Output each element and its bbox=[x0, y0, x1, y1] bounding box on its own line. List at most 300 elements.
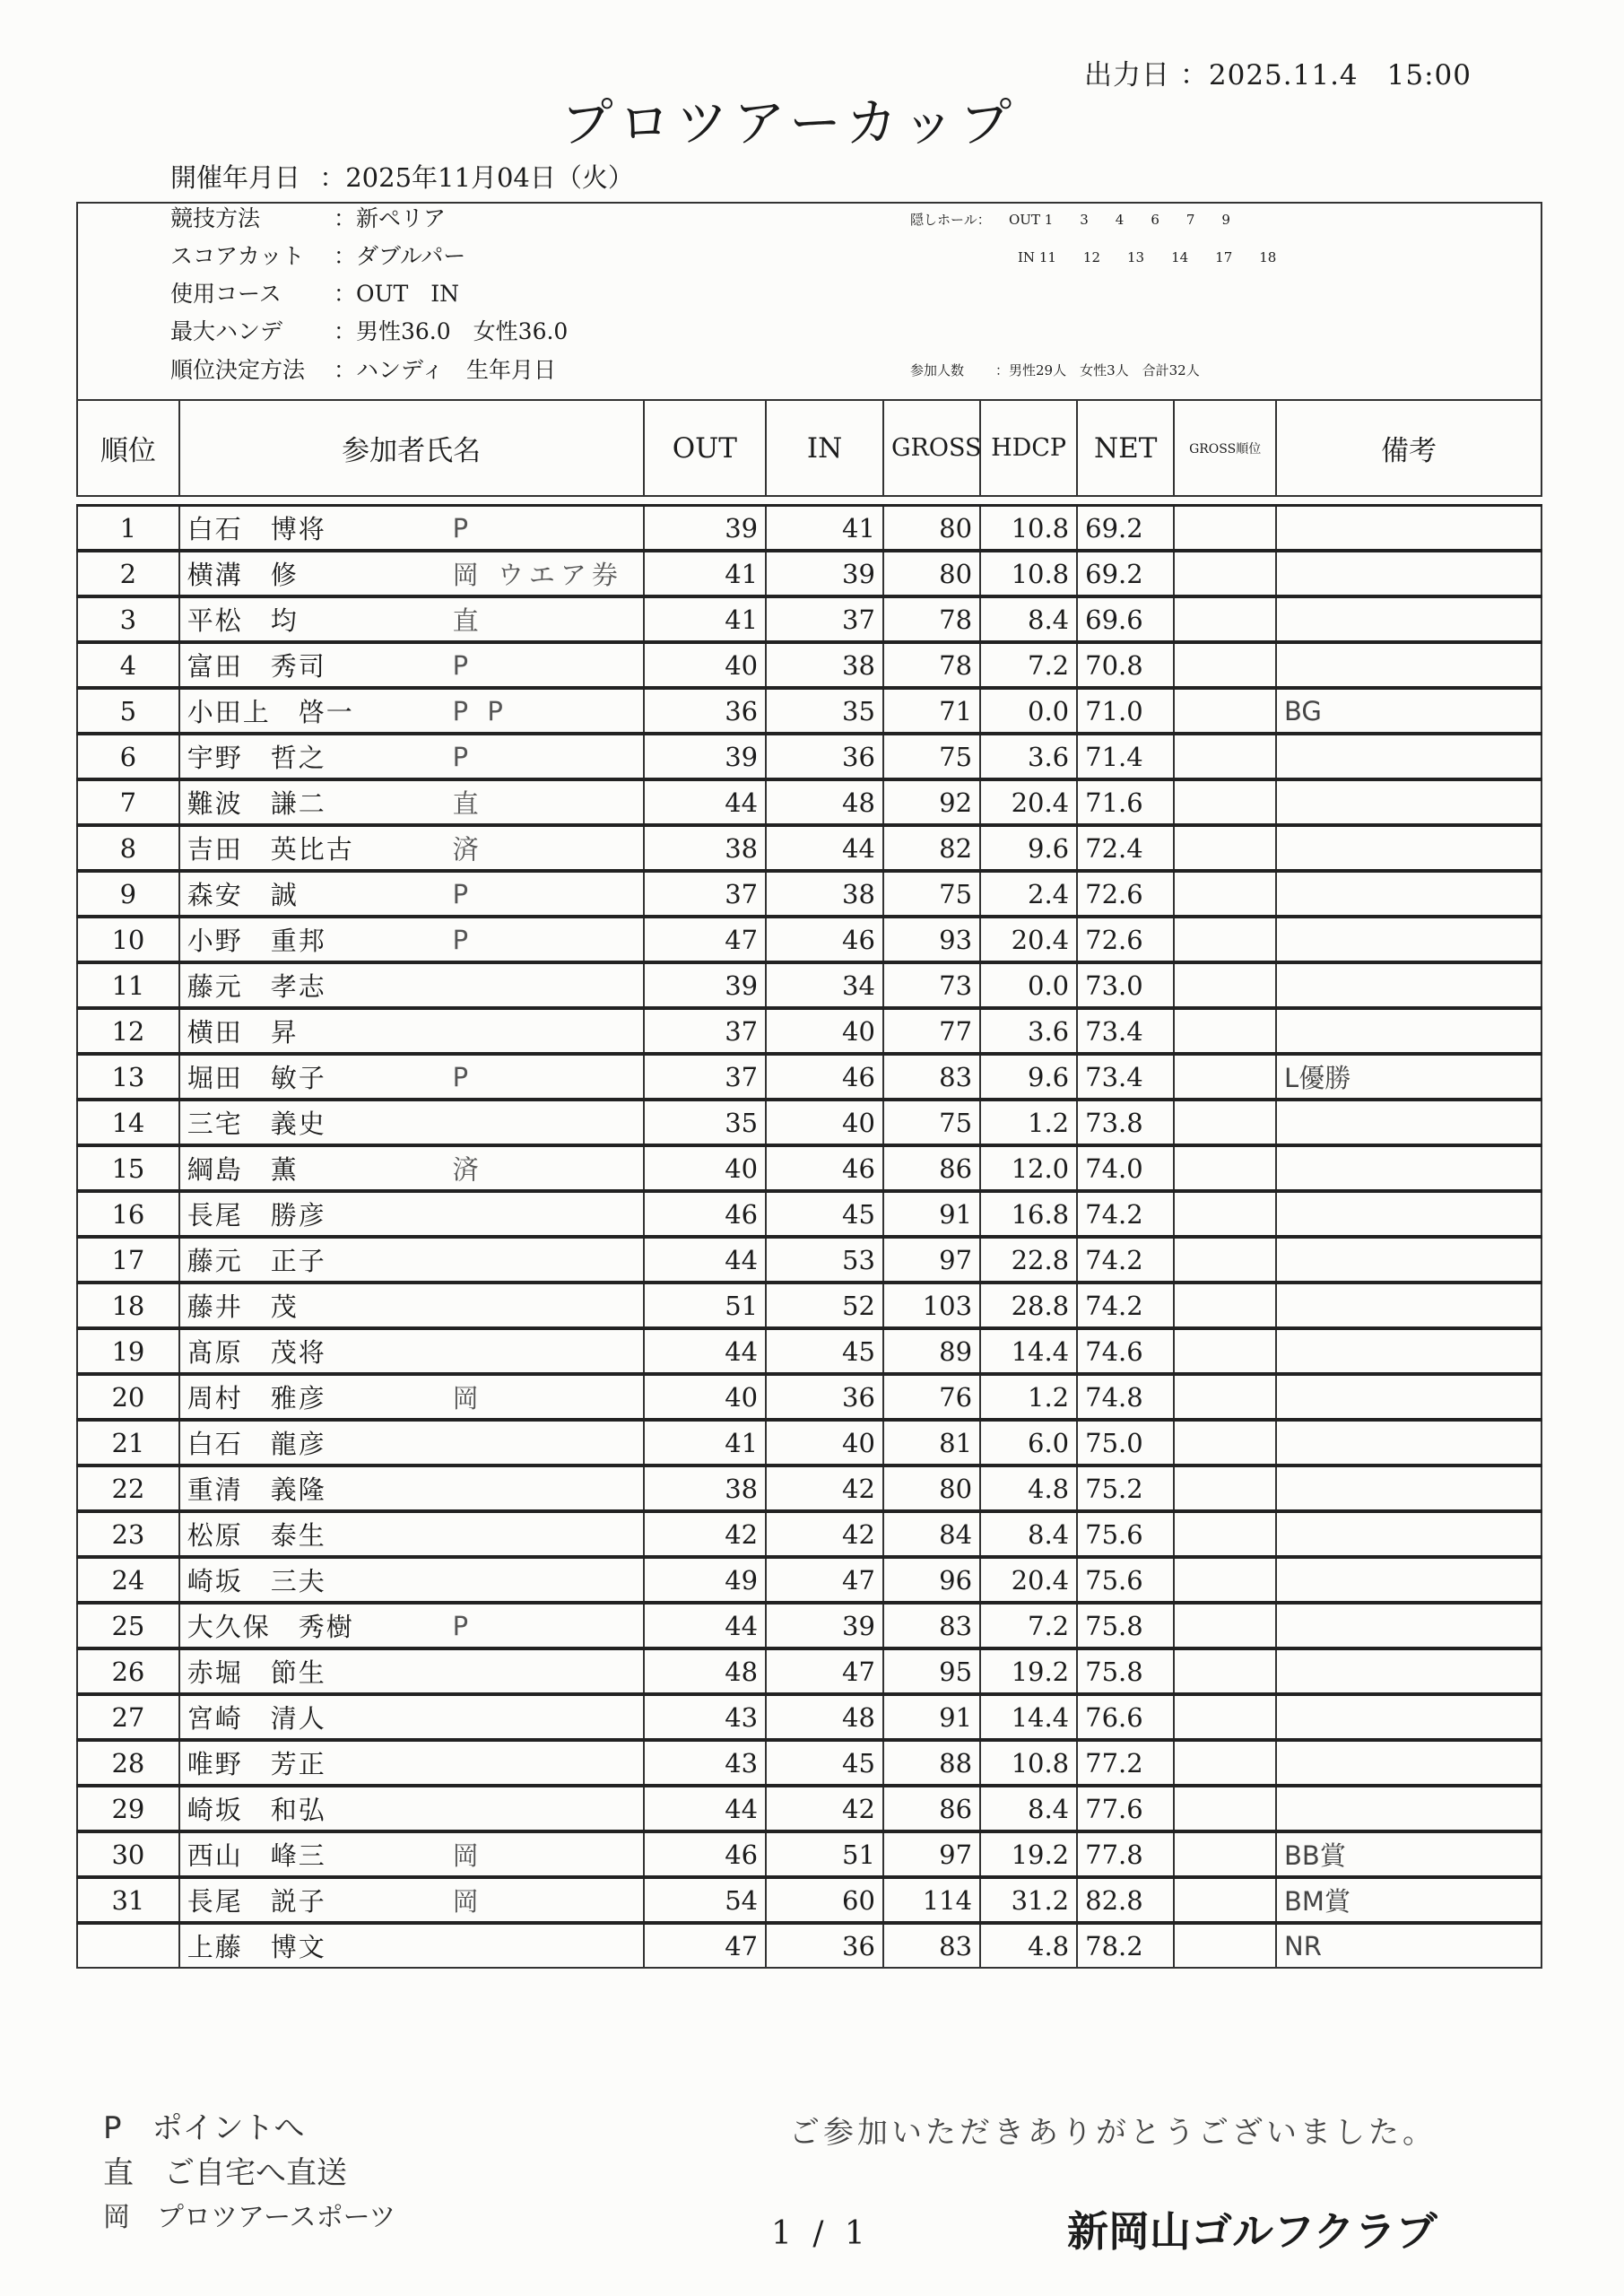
cell-rank: 12 bbox=[77, 1008, 179, 1054]
header-in: IN bbox=[766, 400, 883, 496]
cell-name: 藤元 正子 bbox=[179, 1237, 445, 1283]
cell-in: 39 bbox=[766, 551, 883, 596]
cell-hdcp: 28.8 bbox=[980, 1283, 1077, 1328]
cell-gross: 97 bbox=[883, 1237, 980, 1283]
cell-out: 40 bbox=[644, 642, 767, 688]
cell-mark: 岡 bbox=[445, 1877, 644, 1923]
cell-out: 35 bbox=[644, 1100, 767, 1145]
cell-remarks bbox=[1276, 1237, 1541, 1283]
table-row bbox=[77, 688, 1541, 734]
cell-net: 72.6 bbox=[1077, 871, 1174, 917]
cell-gross-rank bbox=[1174, 1740, 1276, 1786]
cell-gross: 75 bbox=[883, 1100, 980, 1145]
cell-remarks: BB賞 bbox=[1276, 1831, 1541, 1877]
cell-mark bbox=[445, 1923, 644, 1968]
cell-net: 69.6 bbox=[1077, 596, 1174, 642]
cell-gross: 83 bbox=[883, 1054, 980, 1100]
cell-in: 42 bbox=[766, 1786, 883, 1831]
header-remarks: 備考 bbox=[1276, 400, 1541, 496]
cell-out: 49 bbox=[644, 1557, 767, 1603]
cell-name: 崎坂 三夫 bbox=[179, 1557, 445, 1603]
cell-gross-rank bbox=[1174, 1511, 1276, 1557]
cell-net: 74.6 bbox=[1077, 1328, 1174, 1374]
cell-name: 重清 義隆 bbox=[179, 1465, 445, 1511]
cell-hdcp: 10.8 bbox=[980, 1740, 1077, 1786]
cell-in: 47 bbox=[766, 1648, 883, 1694]
cell-name: 難波 謙二 bbox=[179, 779, 445, 825]
cell-gross-rank bbox=[1174, 1328, 1276, 1374]
header-net: NET bbox=[1077, 400, 1174, 496]
cell-hdcp: 1.2 bbox=[980, 1100, 1077, 1145]
cell-net: 75.2 bbox=[1077, 1465, 1174, 1511]
table-row bbox=[77, 1237, 1541, 1283]
cell-rank: 2 bbox=[77, 551, 179, 596]
cell-remarks bbox=[1276, 1145, 1541, 1191]
cell-gross-rank bbox=[1174, 1054, 1276, 1100]
scorecut-value: ：ダブルパー bbox=[334, 243, 466, 269]
cell-mark bbox=[445, 1100, 644, 1145]
cell-net: 74.2 bbox=[1077, 1237, 1174, 1283]
cell-rank: 31 bbox=[77, 1877, 179, 1923]
cell-hdcp: 22.8 bbox=[980, 1237, 1077, 1283]
event-date-label: 開催年月日 bbox=[170, 162, 301, 193]
maxhandi-label: 最大ハンデ bbox=[170, 318, 283, 344]
cell-rank: 20 bbox=[77, 1374, 179, 1420]
cell-gross: 75 bbox=[883, 734, 980, 779]
cell-gross: 89 bbox=[883, 1328, 980, 1374]
cell-gross: 96 bbox=[883, 1557, 980, 1603]
cell-in: 37 bbox=[766, 596, 883, 642]
table-row bbox=[77, 1877, 1541, 1923]
print-date-value: ：2025.11.4 15:00 bbox=[1179, 59, 1472, 91]
cell-remarks bbox=[1276, 871, 1541, 917]
ranking-value: ：ハンディ 生年月日 bbox=[334, 357, 557, 383]
cell-in: 46 bbox=[766, 1054, 883, 1100]
print-date-label: 出力日 bbox=[1084, 59, 1171, 91]
cell-net: 76.6 bbox=[1077, 1694, 1174, 1740]
cell-name: 崎坂 和弘 bbox=[179, 1786, 445, 1831]
cell-mark: P P bbox=[445, 688, 644, 734]
results-table bbox=[76, 399, 1542, 1969]
hidden-holes-in: IN 11 12 13 14 17 18 bbox=[1018, 249, 1277, 265]
cell-net: 75.0 bbox=[1077, 1420, 1174, 1465]
cell-gross: 78 bbox=[883, 596, 980, 642]
course-label: 使用コース bbox=[170, 281, 282, 307]
cell-name: 白石 博将 bbox=[179, 506, 445, 552]
cell-hdcp: 19.2 bbox=[980, 1648, 1077, 1694]
table-row bbox=[77, 1328, 1541, 1374]
cell-net: 69.2 bbox=[1077, 551, 1174, 596]
cell-in: 47 bbox=[766, 1557, 883, 1603]
cell-mark bbox=[445, 1694, 644, 1740]
cell-gross: 75 bbox=[883, 871, 980, 917]
cell-out: 40 bbox=[644, 1145, 767, 1191]
cell-hdcp: 20.4 bbox=[980, 917, 1077, 962]
cell-gross-rank bbox=[1174, 1648, 1276, 1694]
cell-gross: 114 bbox=[883, 1877, 980, 1923]
cell-gross: 83 bbox=[883, 1923, 980, 1968]
cell-gross-rank bbox=[1174, 506, 1276, 552]
table-row bbox=[77, 1465, 1541, 1511]
cell-gross: 88 bbox=[883, 1740, 980, 1786]
cell-name: 横田 昇 bbox=[179, 1008, 445, 1054]
cell-mark bbox=[445, 1191, 644, 1237]
table-row bbox=[77, 962, 1541, 1008]
cell-rank: 17 bbox=[77, 1237, 179, 1283]
cell-net: 71.4 bbox=[1077, 734, 1174, 779]
cell-mark: P bbox=[445, 1603, 644, 1648]
cell-rank: 22 bbox=[77, 1465, 179, 1511]
cell-mark: 岡 ウエア券 bbox=[445, 551, 644, 596]
cell-rank: 16 bbox=[77, 1191, 179, 1237]
cell-in: 46 bbox=[766, 1145, 883, 1191]
cell-gross: 76 bbox=[883, 1374, 980, 1420]
cell-gross-rank bbox=[1174, 1877, 1276, 1923]
cell-net: 73.4 bbox=[1077, 1008, 1174, 1054]
cell-hdcp: 4.8 bbox=[980, 1465, 1077, 1511]
cell-remarks: NR bbox=[1276, 1923, 1541, 1968]
cell-in: 36 bbox=[766, 1374, 883, 1420]
cell-mark: 岡 bbox=[445, 1831, 644, 1877]
cell-in: 42 bbox=[766, 1511, 883, 1557]
cell-name: 宮崎 清人 bbox=[179, 1694, 445, 1740]
cell-name: 横溝 修 bbox=[179, 551, 445, 596]
cell-net: 71.6 bbox=[1077, 779, 1174, 825]
cell-net: 72.6 bbox=[1077, 917, 1174, 962]
cell-hdcp: 8.4 bbox=[980, 1786, 1077, 1831]
cell-net: 70.8 bbox=[1077, 642, 1174, 688]
cell-in: 40 bbox=[766, 1420, 883, 1465]
cell-remarks bbox=[1276, 1557, 1541, 1603]
cell-out: 39 bbox=[644, 506, 767, 552]
cell-in: 45 bbox=[766, 1328, 883, 1374]
cell-gross-rank bbox=[1174, 1283, 1276, 1328]
cell-in: 44 bbox=[766, 825, 883, 871]
cell-remarks bbox=[1276, 1740, 1541, 1786]
cell-net: 77.6 bbox=[1077, 1786, 1174, 1831]
cell-rank bbox=[77, 1923, 179, 1968]
cell-gross-rank bbox=[1174, 1557, 1276, 1603]
cell-gross: 82 bbox=[883, 825, 980, 871]
cell-gross: 86 bbox=[883, 1145, 980, 1191]
cell-mark bbox=[445, 1237, 644, 1283]
cell-in: 41 bbox=[766, 506, 883, 552]
cell-net: 75.8 bbox=[1077, 1603, 1174, 1648]
table-row bbox=[77, 871, 1541, 917]
cell-in: 46 bbox=[766, 917, 883, 962]
cell-gross: 97 bbox=[883, 1831, 980, 1877]
cell-in: 53 bbox=[766, 1237, 883, 1283]
hidden-holes-out: OUT 1 3 4 6 7 9 bbox=[1009, 212, 1230, 228]
cell-out: 44 bbox=[644, 1603, 767, 1648]
cell-name: 吉田 英比古 bbox=[179, 825, 445, 871]
cell-out: 41 bbox=[644, 596, 767, 642]
cell-gross: 84 bbox=[883, 1511, 980, 1557]
cell-remarks bbox=[1276, 1374, 1541, 1420]
cell-mark: 直 bbox=[445, 596, 644, 642]
cell-gross: 80 bbox=[883, 1465, 980, 1511]
cell-in: 38 bbox=[766, 642, 883, 688]
cell-remarks bbox=[1276, 1694, 1541, 1740]
cell-hdcp: 12.0 bbox=[980, 1145, 1077, 1191]
cell-rank: 24 bbox=[77, 1557, 179, 1603]
cell-gross-rank bbox=[1174, 688, 1276, 734]
cell-gross: 91 bbox=[883, 1694, 980, 1740]
cell-in: 45 bbox=[766, 1191, 883, 1237]
cell-gross-rank bbox=[1174, 596, 1276, 642]
cell-net: 82.8 bbox=[1077, 1877, 1174, 1923]
cell-gross-rank bbox=[1174, 1100, 1276, 1145]
cell-mark bbox=[445, 1328, 644, 1374]
cell-in: 42 bbox=[766, 1465, 883, 1511]
cell-net: 75.8 bbox=[1077, 1648, 1174, 1694]
cell-in: 36 bbox=[766, 734, 883, 779]
cell-out: 37 bbox=[644, 871, 767, 917]
table-row bbox=[77, 779, 1541, 825]
cell-gross-rank bbox=[1174, 825, 1276, 871]
cell-gross-rank bbox=[1174, 1465, 1276, 1511]
table-row bbox=[77, 1648, 1541, 1694]
cell-in: 35 bbox=[766, 688, 883, 734]
cell-remarks bbox=[1276, 1511, 1541, 1557]
table-row bbox=[77, 1786, 1541, 1831]
cell-gross: 73 bbox=[883, 962, 980, 1008]
table-row bbox=[77, 1420, 1541, 1465]
cell-mark bbox=[445, 1740, 644, 1786]
cell-hdcp: 20.4 bbox=[980, 1557, 1077, 1603]
cell-gross-rank bbox=[1174, 1786, 1276, 1831]
cell-remarks bbox=[1276, 734, 1541, 779]
cell-remarks bbox=[1276, 779, 1541, 825]
cell-rank: 28 bbox=[77, 1740, 179, 1786]
event-date-value: ：2025年11月04日（火） bbox=[319, 162, 634, 193]
cell-mark: 直 bbox=[445, 779, 644, 825]
method-value: ：新ペリア bbox=[334, 205, 447, 231]
cell-out: 43 bbox=[644, 1694, 767, 1740]
cell-mark: P bbox=[445, 506, 644, 552]
cell-remarks bbox=[1276, 917, 1541, 962]
table-row bbox=[77, 1557, 1541, 1603]
cell-gross: 77 bbox=[883, 1008, 980, 1054]
header-name: 参加者氏名 bbox=[179, 400, 644, 496]
cell-rank: 5 bbox=[77, 688, 179, 734]
cell-hdcp: 14.4 bbox=[980, 1328, 1077, 1374]
cell-out: 44 bbox=[644, 1328, 767, 1374]
cell-rank: 7 bbox=[77, 779, 179, 825]
cell-gross: 91 bbox=[883, 1191, 980, 1237]
cell-gross-rank bbox=[1174, 1694, 1276, 1740]
cell-out: 47 bbox=[644, 1923, 767, 1968]
cell-in: 51 bbox=[766, 1831, 883, 1877]
table-row bbox=[77, 825, 1541, 871]
cell-out: 39 bbox=[644, 962, 767, 1008]
cell-in: 48 bbox=[766, 779, 883, 825]
cell-net: 69.2 bbox=[1077, 506, 1174, 552]
header-gross-rank: GROSS順位 bbox=[1174, 400, 1276, 496]
cell-out: 39 bbox=[644, 734, 767, 779]
maxhandi-value: ：男性36.0 女性36.0 bbox=[334, 318, 569, 344]
cell-mark: 済 bbox=[445, 1145, 644, 1191]
cell-net: 78.2 bbox=[1077, 1923, 1174, 1968]
cell-mark: P bbox=[445, 642, 644, 688]
cell-gross: 95 bbox=[883, 1648, 980, 1694]
cell-gross: 83 bbox=[883, 1603, 980, 1648]
cell-out: 38 bbox=[644, 825, 767, 871]
cell-out: 44 bbox=[644, 1786, 767, 1831]
cell-in: 38 bbox=[766, 871, 883, 917]
cell-gross-rank bbox=[1174, 642, 1276, 688]
cell-name: 赤堀 節生 bbox=[179, 1648, 445, 1694]
cell-hdcp: 4.8 bbox=[980, 1923, 1077, 1968]
cell-gross: 80 bbox=[883, 506, 980, 552]
cell-out: 36 bbox=[644, 688, 767, 734]
cell-remarks bbox=[1276, 596, 1541, 642]
table-row bbox=[77, 1831, 1541, 1877]
cell-mark bbox=[445, 1511, 644, 1557]
cell-rank: 9 bbox=[77, 871, 179, 917]
cell-net: 75.6 bbox=[1077, 1511, 1174, 1557]
cell-name: 周村 雅彦 bbox=[179, 1374, 445, 1420]
cell-gross-rank bbox=[1174, 1237, 1276, 1283]
cell-hdcp: 6.0 bbox=[980, 1420, 1077, 1465]
cell-mark bbox=[445, 1465, 644, 1511]
thanks-message: ご参加いただきありがとうございました。 bbox=[789, 2115, 1437, 2151]
cell-remarks bbox=[1276, 1603, 1541, 1648]
cell-rank: 14 bbox=[77, 1100, 179, 1145]
table-row bbox=[77, 506, 1541, 552]
cell-rank: 1 bbox=[77, 506, 179, 552]
cell-out: 46 bbox=[644, 1831, 767, 1877]
cell-in: 45 bbox=[766, 1740, 883, 1786]
cell-mark bbox=[445, 1557, 644, 1603]
cell-remarks: BM賞 bbox=[1276, 1877, 1541, 1923]
cell-out: 40 bbox=[644, 1374, 767, 1420]
cell-rank: 6 bbox=[77, 734, 179, 779]
cell-name: 大久保 秀樹 bbox=[179, 1603, 445, 1648]
hidden-holes-label: 隠しホール： bbox=[910, 212, 991, 228]
header-gross: GROSS bbox=[883, 400, 980, 496]
cell-gross: 93 bbox=[883, 917, 980, 962]
cell-remarks bbox=[1276, 1328, 1541, 1374]
method-label: 競技方法 bbox=[170, 205, 261, 231]
cell-rank: 23 bbox=[77, 1511, 179, 1557]
cell-out: 46 bbox=[644, 1191, 767, 1237]
table-row bbox=[77, 1511, 1541, 1557]
cell-remarks bbox=[1276, 642, 1541, 688]
cell-rank: 21 bbox=[77, 1420, 179, 1465]
header-gap bbox=[77, 496, 1541, 506]
cell-rank: 11 bbox=[77, 962, 179, 1008]
cell-gross: 78 bbox=[883, 642, 980, 688]
cell-rank: 3 bbox=[77, 596, 179, 642]
cell-hdcp: 9.6 bbox=[980, 825, 1077, 871]
legend-line-direct: 直 ご自宅へ直送 bbox=[103, 2155, 347, 2191]
cell-rank: 10 bbox=[77, 917, 179, 962]
table-row bbox=[77, 1191, 1541, 1237]
cell-remarks bbox=[1276, 962, 1541, 1008]
participants-label: 参加人数 bbox=[910, 362, 965, 378]
cell-gross-rank bbox=[1174, 1374, 1276, 1420]
ranking-label: 順位決定方法 bbox=[170, 357, 306, 383]
cell-out: 42 bbox=[644, 1511, 767, 1557]
table-row bbox=[77, 917, 1541, 962]
cell-hdcp: 2.4 bbox=[980, 871, 1077, 917]
cell-net: 77.8 bbox=[1077, 1831, 1174, 1877]
cell-hdcp: 31.2 bbox=[980, 1877, 1077, 1923]
event-date bbox=[170, 158, 634, 195]
cell-out: 47 bbox=[644, 917, 767, 962]
cell-gross: 81 bbox=[883, 1420, 980, 1465]
cell-remarks bbox=[1276, 1648, 1541, 1694]
page-title: プロツアーカップ bbox=[560, 92, 1018, 153]
cell-name: 宇野 哲之 bbox=[179, 734, 445, 779]
cell-net: 72.4 bbox=[1077, 825, 1174, 871]
cell-rank: 26 bbox=[77, 1648, 179, 1694]
cell-hdcp: 8.4 bbox=[980, 596, 1077, 642]
cell-out: 41 bbox=[644, 551, 767, 596]
cell-name: 堀田 敏子 bbox=[179, 1054, 445, 1100]
cell-rank: 18 bbox=[77, 1283, 179, 1328]
cell-hdcp: 1.2 bbox=[980, 1374, 1077, 1420]
cell-name: 富田 秀司 bbox=[179, 642, 445, 688]
cell-gross: 71 bbox=[883, 688, 980, 734]
cell-rank: 27 bbox=[77, 1694, 179, 1740]
cell-remarks bbox=[1276, 506, 1541, 552]
cell-gross-rank bbox=[1174, 734, 1276, 779]
cell-mark bbox=[445, 1420, 644, 1465]
cell-gross-rank bbox=[1174, 551, 1276, 596]
cell-hdcp: 16.8 bbox=[980, 1191, 1077, 1237]
cell-gross-rank bbox=[1174, 1420, 1276, 1465]
cell-mark: P bbox=[445, 1054, 644, 1100]
cell-remarks: L優勝 bbox=[1276, 1054, 1541, 1100]
table-row bbox=[77, 1374, 1541, 1420]
cell-out: 37 bbox=[644, 1054, 767, 1100]
cell-out: 38 bbox=[644, 1465, 767, 1511]
results-body bbox=[77, 506, 1541, 1969]
header-out: OUT bbox=[644, 400, 767, 496]
participants-value: ：男性29人 女性3人 合計32人 bbox=[995, 362, 1200, 378]
cell-remarks bbox=[1276, 1465, 1541, 1511]
cell-remarks bbox=[1276, 1420, 1541, 1465]
cell-rank: 8 bbox=[77, 825, 179, 871]
cell-remarks bbox=[1276, 551, 1541, 596]
cell-gross-rank bbox=[1174, 1603, 1276, 1648]
cell-gross-rank bbox=[1174, 1923, 1276, 1968]
table-row bbox=[77, 1008, 1541, 1054]
cell-name: 長尾 説子 bbox=[179, 1877, 445, 1923]
cell-name: 三宅 義史 bbox=[179, 1100, 445, 1145]
cell-name: 森安 誠 bbox=[179, 871, 445, 917]
cell-gross-rank bbox=[1174, 1008, 1276, 1054]
cell-name: 上藤 博文 bbox=[179, 1923, 445, 1968]
cell-name: 長尾 勝彦 bbox=[179, 1191, 445, 1237]
cell-net: 74.8 bbox=[1077, 1374, 1174, 1420]
cell-mark: P bbox=[445, 917, 644, 962]
cell-out: 41 bbox=[644, 1420, 767, 1465]
cell-mark bbox=[445, 1648, 644, 1694]
cell-mark: 済 bbox=[445, 825, 644, 871]
cell-in: 34 bbox=[766, 962, 883, 1008]
scorecut-label: スコアカット bbox=[170, 243, 305, 269]
table-row bbox=[77, 642, 1541, 688]
cell-gross-rank bbox=[1174, 1145, 1276, 1191]
cell-hdcp: 0.0 bbox=[980, 688, 1077, 734]
cell-mark bbox=[445, 1786, 644, 1831]
cell-remarks bbox=[1276, 1100, 1541, 1145]
cell-mark bbox=[445, 1283, 644, 1328]
cell-hdcp: 7.2 bbox=[980, 642, 1077, 688]
